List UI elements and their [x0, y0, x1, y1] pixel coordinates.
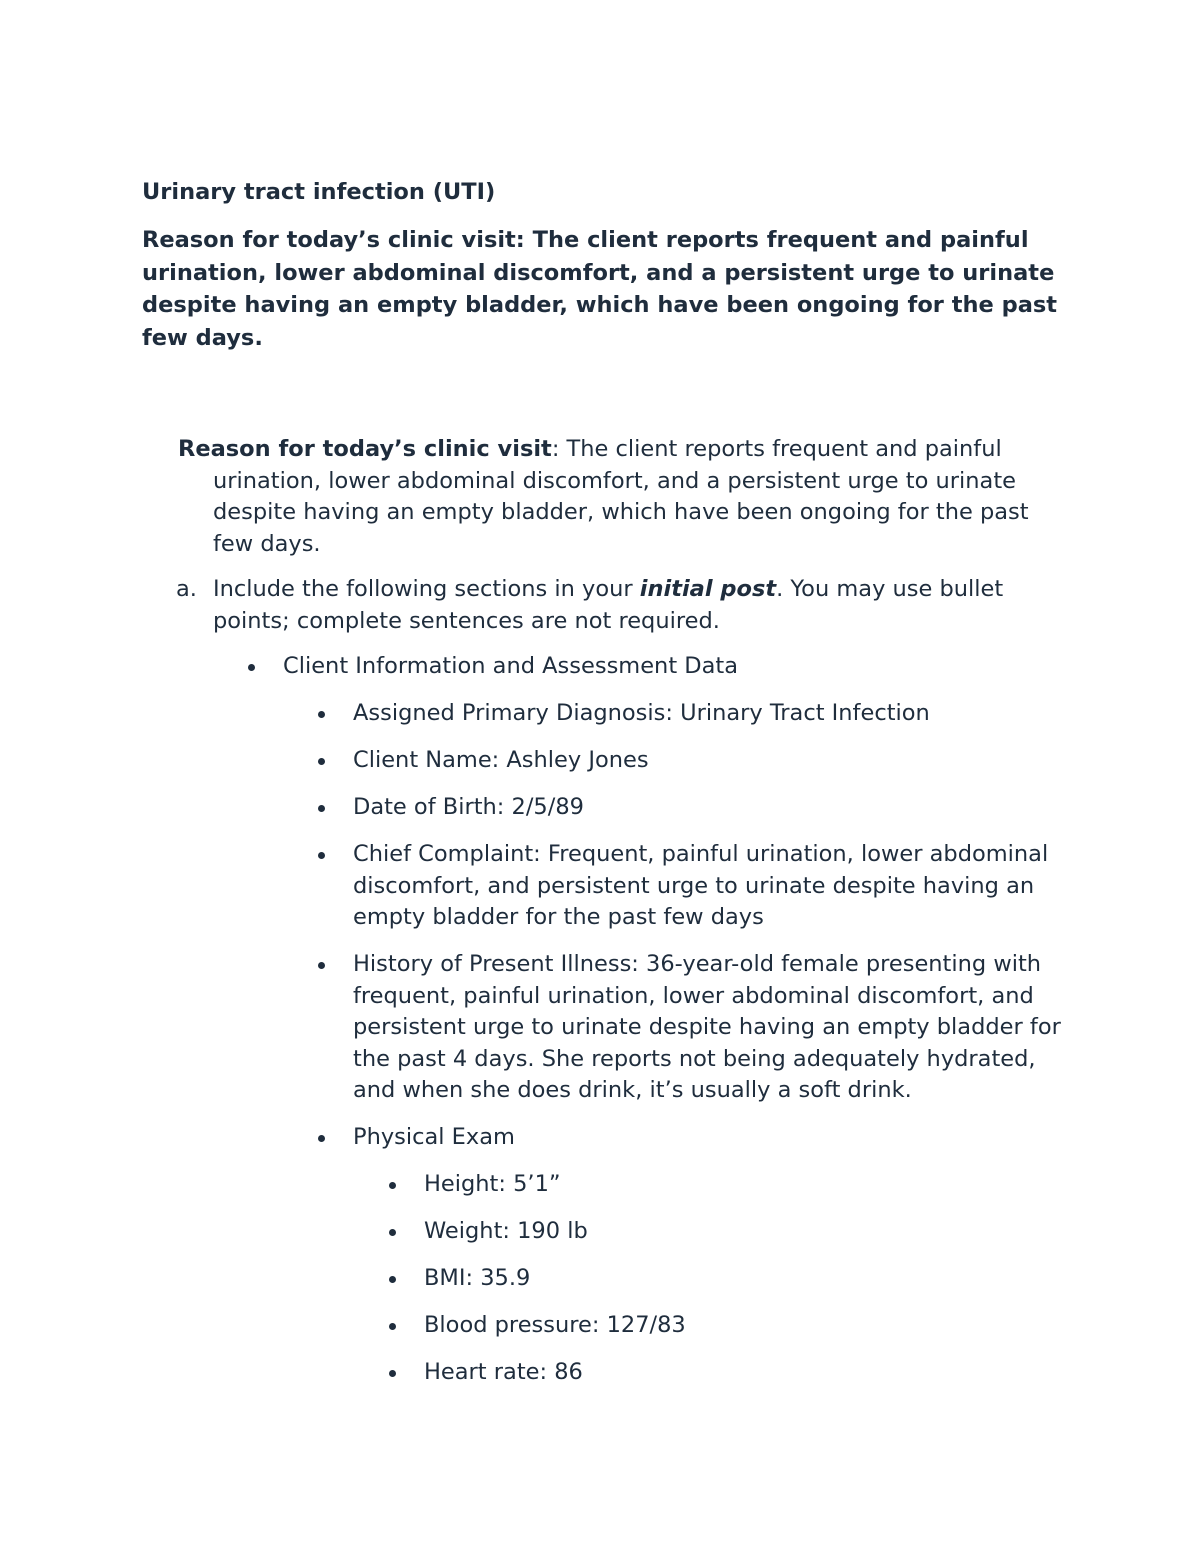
- bullet-text: Blood pressure: 127/83: [424, 1312, 686, 1338]
- bullet-icon: [389, 1276, 396, 1283]
- bullet-primary-diagnosis: [353, 698, 1062, 730]
- reason-lead: Reason for today’s clinic visit: [178, 436, 552, 462]
- bullet-height: [424, 1169, 1062, 1201]
- bullet-text: Physical Exam: [353, 1124, 515, 1150]
- document-title: Urinary tract infection (UTI): [142, 179, 496, 205]
- bullet-icon: [389, 1182, 396, 1189]
- bullet-client-information: [283, 651, 1062, 683]
- bullet-blood-pressure: [424, 1310, 1062, 1342]
- bullet-text: History of Present Illness: 36-year-old female presenting with frequent, painful urination, lower abdominal discomfort, and persistent urge to urinate despite having an empty bladder for the past 4 days. She reports not being adequately hydrated, and when she does drink, it’s usually a soft drink.: [353, 951, 1061, 1103]
- bullet-physical-exam: [353, 1122, 1062, 1154]
- bullet-icon: [248, 664, 255, 671]
- bullet-text: Client Name: Ashley Jones: [353, 747, 649, 773]
- list-item-a: [176, 574, 1062, 637]
- list-marker-a: a.: [176, 576, 197, 602]
- bullet-icon: [318, 852, 325, 859]
- document-body: [142, 176, 1062, 1404]
- bullet-icon: [318, 758, 325, 765]
- item-a-text-after: . You may use bullet points; complete sentences are not required.: [213, 576, 1004, 634]
- bullet-text: Client Information and Assessment Data: [283, 653, 739, 679]
- item-a-emphasis: initial post: [639, 576, 777, 602]
- bullet-text: BMI: 35.9: [424, 1265, 531, 1291]
- bullet-icon: [318, 805, 325, 812]
- bullet-text: Assigned Primary Diagnosis: Urinary Tract Infection: [353, 700, 930, 726]
- bullet-text: Chief Complaint: Frequent, painful urination, lower abdominal discomfort, and persistent urge to urinate despite having an empty bladder for the past few days: [353, 841, 1049, 930]
- bullet-text: Date of Birth: 2/5/89: [353, 794, 584, 820]
- bullet-icon: [318, 711, 325, 718]
- bullet-text: Weight: 190 lb: [424, 1218, 588, 1244]
- bullet-client-name: [353, 745, 1062, 777]
- bullet-weight: [424, 1216, 1062, 1248]
- bullet-heart-rate: [424, 1357, 1062, 1389]
- blank-space: [142, 354, 1062, 434]
- bullet-icon: [389, 1323, 396, 1330]
- reason-paragraph: [178, 434, 1062, 560]
- bullet-icon: [318, 1135, 325, 1142]
- bullet-bmi: [424, 1263, 1062, 1295]
- reason-heading: Reason for today’s clinic visit: The client reports frequent and painful urination, lower abdominal discomfort, and a persistent urge to urinate despite having an empty bladder, which have been ongoing for the past few days.: [142, 227, 1058, 351]
- item-a-text-before: Include the following sections in your: [213, 576, 640, 602]
- reason-body: : The client reports frequent and painful urination, lower abdominal discomfort, and a persistent urge to urinate despite having an empty bladder, which have been ongoing for the past few days.: [213, 436, 1029, 557]
- bullet-chief-complaint: [353, 839, 1062, 934]
- bullet-history-present-illness: [353, 949, 1062, 1107]
- bullet-date-of-birth: [353, 792, 1062, 824]
- bullet-icon: [389, 1370, 396, 1377]
- bullet-icon: [318, 962, 325, 969]
- bullet-text: Heart rate: 86: [424, 1359, 583, 1385]
- bullet-text: Height: 5’1”: [424, 1171, 561, 1197]
- bullet-icon: [389, 1229, 396, 1236]
